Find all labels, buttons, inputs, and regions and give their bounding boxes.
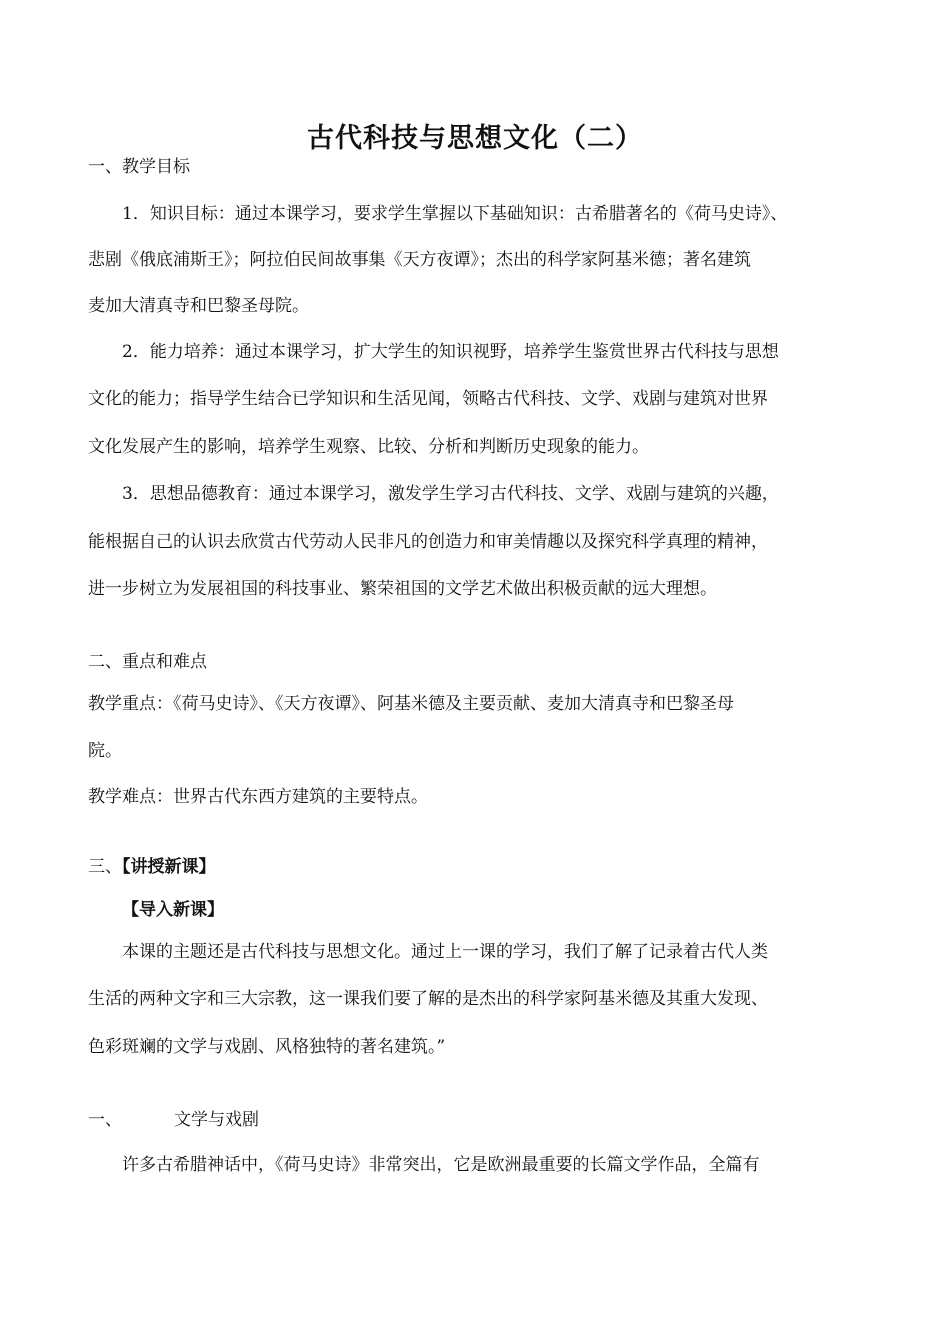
section-number: 三、 — [88, 857, 122, 877]
paragraph-line: 教学重点：《荷马史诗》、《天方夜谭》、阿基米德及主要贡献、麦加大清真寺和巴黎圣母 — [88, 694, 734, 714]
paragraph-line: 许多古希腊神话中，《荷马史诗》非常突出，它是欧洲最重要的长篇文学作品，全篇有 — [122, 1155, 760, 1175]
paragraph-line: 文化发展产生的影响，培养学生观察、比较、分析和判断历史现象的能力。 — [88, 437, 649, 457]
document-title: 古代科技与思想文化（二） — [307, 123, 643, 154]
paragraph-line: 教学难点：世界古代东西方建筑的主要特点。 — [88, 787, 428, 807]
paragraph-line: 麦加大清真寺和巴黎圣母院。 — [88, 296, 309, 316]
paragraph-line: 2．能力培养：通过本课学习，扩大学生的知识视野，培养学生鉴赏世界古代科技与思想 — [122, 342, 779, 362]
paragraph-line: 院。 — [88, 741, 122, 761]
section-heading-objectives: 一、教学目标 — [88, 157, 190, 177]
section-heading-text: 文学与戏剧 — [174, 1110, 259, 1130]
section-heading-text: 【讲授新课】 — [122, 857, 216, 877]
paragraph-line: 悲剧《俄底浦斯王》；阿拉伯民间故事集《天方夜谭》；杰出的科学家阿基米德；著名建筑 — [88, 250, 751, 270]
section-heading-literature — [88, 1108, 259, 1132]
paragraph-line: 能根据自己的认识去欣赏古代劳动人民非凡的创造力和审美情趣以及探究科学真理的精神， — [88, 532, 768, 552]
paragraph-line: 文化的能力；指导学生结合已学知识和生活见闻，领略古代科技、文学、戏剧与建筑对世界 — [88, 389, 768, 409]
paragraph-line: 本课的主题还是古代科技与思想文化。通过上一课的学习，我们了解了记录着古代人类 — [122, 942, 768, 962]
paragraph-line: 进一步树立为发展祖国的科技事业、繁荣祖国的文学艺术做出积极贡献的远大理想。 — [88, 579, 717, 599]
section-number: 一、 — [88, 1110, 122, 1130]
paragraph-line: 生活的两种文字和三大宗教，这一课我们要了解的是杰出的科学家阿基米德及其重大发现、 — [88, 989, 768, 1009]
subsection-heading: 【导入新课】 — [122, 900, 224, 920]
paragraph-line: 色彩斑斓的文学与戏剧、风格独特的著名建筑。” — [88, 1037, 446, 1057]
paragraph-line: 3．思想品德教育：通过本课学习，激发学生学习古代科技、文学、戏剧与建筑的兴趣， — [122, 484, 779, 504]
section-heading-lesson — [88, 855, 216, 879]
section-heading-focus: 二、重点和难点 — [88, 652, 207, 672]
paragraph-line: 1．知识目标：通过本课学习，要求学生掌握以下基础知识：古希腊著名的《荷马史诗》、 — [122, 204, 788, 224]
